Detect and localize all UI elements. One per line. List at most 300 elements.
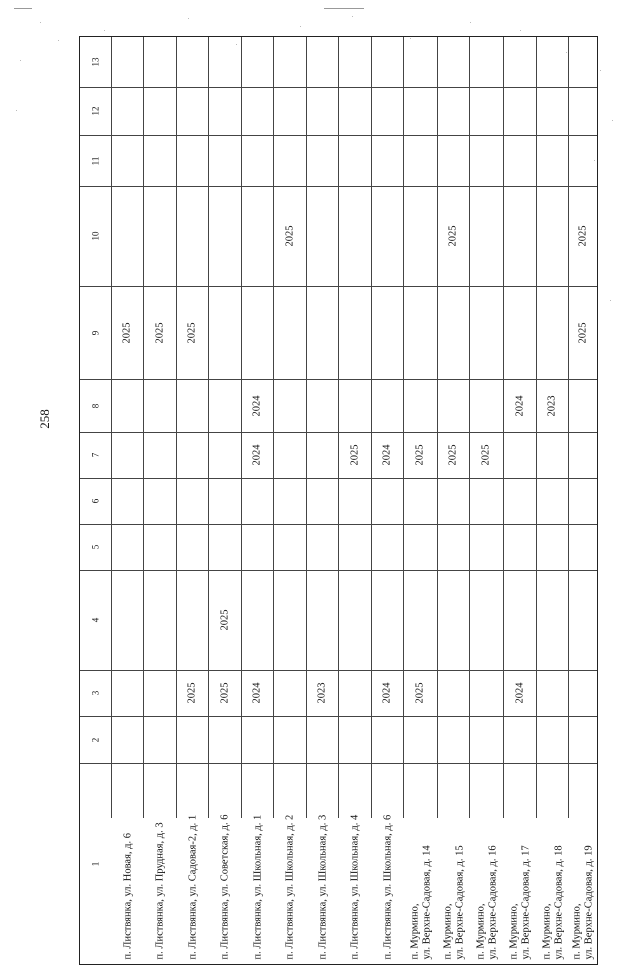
scan-speck (566, 52, 567, 53)
value-cell (209, 570, 241, 670)
year-value: 2025 (349, 444, 360, 466)
value-cell (144, 87, 176, 135)
value-cell (274, 570, 306, 670)
address-line: ул. Верхне-Садовая, д. 15 (454, 844, 465, 959)
value-cell (242, 87, 273, 135)
value-cell (470, 478, 503, 524)
value-cell (470, 716, 503, 763)
header-cell (80, 478, 111, 524)
value-cell (504, 87, 536, 135)
scan-speck (520, 30, 521, 31)
value-cell (537, 432, 568, 478)
address-line: п. Листвянка, ул. Советская, д. 6 (219, 814, 231, 959)
value-cell (504, 670, 536, 716)
scan-speck (612, 120, 613, 121)
address-line: п. Мурмино, (475, 902, 486, 959)
address-cell (307, 763, 338, 964)
header-cell-label: 2 (90, 737, 101, 742)
table-row (242, 37, 274, 959)
value-cell (339, 37, 371, 87)
address-line: ул. Верхне-Садовая, д. 17 (520, 844, 532, 959)
value-cell (537, 379, 568, 432)
address-cell (112, 763, 143, 964)
value-cell (504, 286, 536, 379)
value-cell (339, 135, 371, 186)
value-cell (372, 87, 403, 135)
year-value: 2025 (414, 682, 426, 704)
value-cell (470, 670, 503, 716)
table-row (569, 37, 597, 959)
scan-speck (600, 70, 601, 71)
value-cell (404, 87, 437, 135)
value-cell (438, 37, 469, 87)
address-line: п. Листвянка, ул. Школьная, д. 3 (317, 814, 328, 959)
address-text (350, 768, 362, 959)
header-cell (80, 379, 111, 432)
header-cell (80, 763, 111, 964)
address-line: п. Листвянка, ул. Прудная, д. 3 (154, 821, 166, 959)
year-value: 2025 (414, 444, 426, 466)
value-cell (242, 432, 273, 478)
address-text (155, 768, 167, 959)
year-value: 2025 (577, 225, 588, 247)
value-cell (404, 186, 437, 286)
value-cell (242, 716, 273, 763)
value-cell (144, 379, 176, 432)
value-cell (274, 37, 306, 87)
value-cell (177, 478, 208, 524)
value-cell (112, 135, 143, 186)
value-cell (177, 716, 208, 763)
value-cell (372, 186, 403, 286)
address-text (541, 768, 565, 959)
value-cell (112, 570, 143, 670)
header-cell-label: 12 (90, 106, 101, 116)
table-row (144, 37, 177, 959)
value-cell (372, 135, 403, 186)
header-cell-label: 10 (90, 231, 101, 241)
address-line: п. Листвянка, ул. Школьная, д. 1 (252, 814, 263, 959)
value-cell (339, 286, 371, 379)
value-cell (307, 87, 338, 135)
value-cell (372, 286, 403, 379)
page-number-text: 258 (37, 409, 52, 429)
value-cell (242, 37, 273, 87)
year-value: 2025 (480, 444, 492, 466)
value-cell (470, 186, 503, 286)
value-cell (372, 379, 403, 432)
value-cell (569, 37, 597, 87)
value-cell (144, 478, 176, 524)
header-cell-label: 3 (90, 690, 101, 696)
value-cell (177, 379, 208, 432)
value-cell (112, 286, 143, 379)
value-cell (569, 478, 597, 524)
header-cell (80, 37, 111, 87)
value-cell (404, 135, 437, 186)
table-row (112, 37, 144, 959)
value-cell (404, 478, 437, 524)
value-cell (112, 670, 143, 716)
value-cell (372, 716, 403, 763)
value-cell (372, 478, 403, 524)
value-cell (274, 286, 306, 379)
address-line: ул. Верхне-Садовая, д. 14 (421, 844, 432, 959)
value-cell (537, 186, 568, 286)
year-value: 2024 (251, 395, 263, 416)
value-cell (470, 37, 503, 87)
value-cell (209, 186, 241, 286)
scan-speck (300, 26, 301, 27)
value-cell (274, 670, 306, 716)
scan-speck (40, 22, 41, 23)
value-cell (209, 524, 241, 570)
scan-speck (236, 44, 237, 45)
year-value: 2024 (251, 682, 263, 704)
value-cell (404, 37, 437, 87)
address-line: ул. Верхне-Садовая, д. 18 (553, 844, 564, 959)
value-cell (438, 135, 469, 186)
value-cell (438, 186, 469, 286)
table-row (274, 37, 307, 959)
scan-speck (610, 300, 611, 301)
value-cell (242, 379, 273, 432)
value-cell (209, 286, 241, 379)
header-cell (80, 87, 111, 135)
header-cell (80, 524, 111, 570)
header-cell-label: 1 (90, 861, 101, 866)
value-cell (209, 432, 241, 478)
value-cell (242, 524, 273, 570)
value-cell (438, 478, 469, 524)
address-text (122, 768, 134, 959)
scan-speck (352, 16, 353, 17)
address-cell (177, 763, 208, 964)
value-cell (470, 135, 503, 186)
year-value: 2025 (154, 322, 165, 343)
address-cell (569, 763, 597, 964)
address-line: ул. Верхне-Садовая, д. 19 (583, 844, 594, 959)
scan-speck (104, 30, 105, 31)
value-cell (307, 670, 338, 716)
value-cell (144, 186, 176, 286)
value-cell (144, 286, 176, 379)
value-cell (209, 670, 241, 716)
value-cell (537, 524, 568, 570)
address-text (285, 768, 297, 959)
value-cell (144, 37, 176, 87)
year-value: 2024 (514, 682, 525, 704)
value-cell (144, 135, 176, 186)
value-cell (372, 570, 403, 670)
address-line: п. Листвянка, ул. Школьная, д. 2 (284, 814, 296, 959)
value-cell (438, 432, 469, 478)
header-row (80, 37, 112, 866)
value-cell (274, 716, 306, 763)
value-cell (504, 379, 536, 432)
header-cell (80, 286, 111, 379)
value-cell (569, 524, 597, 570)
table-row (404, 37, 438, 959)
value-cell (438, 570, 469, 670)
address-cell (537, 763, 568, 964)
address-line: п. Листвянка, ул. Новая, д. 6 (122, 832, 133, 959)
value-cell (339, 186, 371, 286)
value-cell (404, 524, 437, 570)
value-cell (569, 186, 597, 286)
address-line: п. Мурмино, (508, 902, 520, 959)
header-cell-label: 4 (90, 617, 101, 623)
value-cell (372, 670, 403, 716)
value-cell (112, 478, 143, 524)
address-cell (242, 763, 273, 964)
value-cell (144, 570, 176, 670)
value-cell (307, 716, 338, 763)
value-cell (209, 135, 241, 186)
table-row (209, 37, 242, 959)
table-row (470, 37, 504, 959)
value-cell (438, 87, 469, 135)
address-line: п. Мурмино, (541, 902, 552, 959)
value-cell (404, 670, 437, 716)
year-value: 2025 (219, 682, 230, 704)
value-cell (569, 286, 597, 379)
value-cell (307, 37, 338, 87)
value-cell (537, 478, 568, 524)
value-cell (504, 37, 536, 87)
table-row (177, 37, 209, 959)
value-cell (438, 379, 469, 432)
value-cell (569, 716, 597, 763)
header-cell (80, 670, 111, 716)
header-cell-label: 9 (90, 330, 101, 335)
address-cell (504, 763, 536, 964)
value-cell (470, 570, 503, 670)
value-cell (404, 716, 437, 763)
value-cell (569, 432, 597, 478)
value-cell (307, 570, 338, 670)
year-value: 2024 (381, 682, 393, 704)
year-value: 2024 (381, 444, 393, 466)
scan-speck (470, 22, 471, 23)
value-cell (372, 524, 403, 570)
address-text (187, 768, 199, 959)
value-cell (569, 670, 597, 716)
address-text (442, 768, 466, 959)
address-text (509, 768, 533, 959)
address-cell (470, 763, 503, 964)
value-cell (339, 524, 371, 570)
value-cell (112, 379, 143, 432)
address-cell (144, 763, 176, 964)
value-cell (339, 432, 371, 478)
scan-speck (594, 160, 595, 161)
address-text (317, 768, 329, 959)
value-cell (274, 135, 306, 186)
scan-speck (188, 18, 189, 19)
value-cell (177, 186, 208, 286)
year-value: 2025 (121, 322, 133, 343)
value-cell (307, 524, 338, 570)
address-cell (274, 763, 306, 964)
value-cell (339, 87, 371, 135)
value-cell (242, 570, 273, 670)
address-text (252, 768, 264, 959)
value-cell (274, 478, 306, 524)
value-cell (242, 670, 273, 716)
header-cell-label: 7 (90, 452, 101, 458)
header-cell-label: 11 (90, 156, 101, 165)
year-value: 2025 (447, 444, 459, 466)
value-cell (339, 716, 371, 763)
value-cell (569, 379, 597, 432)
address-cell (438, 763, 469, 964)
value-cell (339, 670, 371, 716)
value-cell (438, 670, 469, 716)
scan-mark-right (324, 8, 364, 9)
value-cell (144, 432, 176, 478)
address-cell (339, 763, 371, 964)
value-cell (470, 432, 503, 478)
year-value: 2025 (186, 322, 198, 343)
value-cell (339, 570, 371, 670)
value-cell (177, 37, 208, 87)
address-text (475, 768, 499, 959)
value-cell (307, 478, 338, 524)
value-cell (112, 186, 143, 286)
value-cell (209, 478, 241, 524)
value-cell (504, 432, 536, 478)
address-text (382, 768, 394, 959)
value-cell (307, 186, 338, 286)
header-cell-label: 8 (90, 403, 101, 408)
table-row (307, 37, 339, 959)
address-text (571, 768, 595, 959)
value-cell (537, 716, 568, 763)
value-cell (307, 379, 338, 432)
value-cell (470, 286, 503, 379)
value-cell (144, 670, 176, 716)
value-cell (112, 716, 143, 763)
value-cell (537, 37, 568, 87)
value-cell (504, 524, 536, 570)
scan-speck (20, 60, 21, 61)
value-cell (537, 87, 568, 135)
address-line: ул. Верхне-Садовая, д. 16 (487, 844, 498, 959)
value-cell (144, 716, 176, 763)
value-cell (177, 524, 208, 570)
value-cell (112, 524, 143, 570)
value-cell (177, 286, 208, 379)
value-cell (438, 716, 469, 763)
value-cell (339, 478, 371, 524)
year-value: 2024 (514, 395, 525, 416)
value-cell (372, 37, 403, 87)
value-cell (307, 135, 338, 186)
address-cell (404, 763, 437, 964)
value-cell (112, 87, 143, 135)
page-number (35, 404, 55, 434)
value-cell (177, 670, 208, 716)
value-cell (274, 524, 306, 570)
value-cell (404, 379, 437, 432)
scan-speck (16, 110, 17, 111)
table-row (504, 37, 537, 959)
scan-speck (58, 40, 59, 41)
value-cell (537, 135, 568, 186)
address-cell (209, 763, 241, 964)
value-cell (274, 432, 306, 478)
address-text (409, 768, 433, 959)
value-cell (537, 286, 568, 379)
value-cell (242, 135, 273, 186)
header-cell-label: 13 (90, 57, 101, 67)
header-cell (80, 186, 111, 286)
table-row (438, 37, 470, 959)
table-row (372, 37, 404, 959)
value-cell (504, 570, 536, 670)
value-cell (307, 286, 338, 379)
header-cell-label: 5 (90, 544, 101, 550)
value-cell (537, 670, 568, 716)
value-cell (404, 570, 437, 670)
year-value: 2023 (316, 682, 328, 704)
header-cell (80, 570, 111, 670)
value-cell (339, 379, 371, 432)
value-cell (438, 286, 469, 379)
value-cell (177, 570, 208, 670)
header-cell (80, 432, 111, 478)
value-cell (537, 570, 568, 670)
address-line: п. Листвянка, ул. Школьная, д. 4 (349, 814, 361, 959)
value-cell (569, 87, 597, 135)
value-cell (372, 432, 403, 478)
value-cell (177, 87, 208, 135)
header-cell (80, 135, 111, 186)
year-value: 2023 (546, 395, 558, 416)
value-cell (504, 716, 536, 763)
value-cell (144, 524, 176, 570)
value-cell (569, 135, 597, 186)
header-cell-label: 6 (90, 498, 101, 504)
value-cell (112, 37, 143, 87)
value-cell (504, 135, 536, 186)
value-cell (242, 286, 273, 379)
value-cell (209, 87, 241, 135)
value-cell (438, 524, 469, 570)
year-value: 2025 (577, 322, 588, 343)
table-row (339, 37, 372, 959)
year-value: 2025 (284, 225, 295, 247)
scan-mark-left (14, 8, 32, 9)
year-value: 2025 (186, 682, 198, 704)
value-cell (177, 135, 208, 186)
value-cell (242, 186, 273, 286)
year-value: 2025 (219, 609, 230, 631)
address-line: п. Листвянка, ул. Школьная, д. 6 (382, 814, 393, 959)
value-cell (307, 432, 338, 478)
value-cell (470, 379, 503, 432)
year-value: 2024 (251, 444, 263, 466)
address-line: п. Мурмино, (442, 902, 453, 959)
table-row (537, 37, 569, 959)
value-cell (209, 716, 241, 763)
value-cell (504, 186, 536, 286)
address-line: п. Мурмино, (571, 902, 582, 959)
year-value: 2025 (447, 225, 459, 247)
value-cell (404, 432, 437, 478)
value-cell (470, 87, 503, 135)
